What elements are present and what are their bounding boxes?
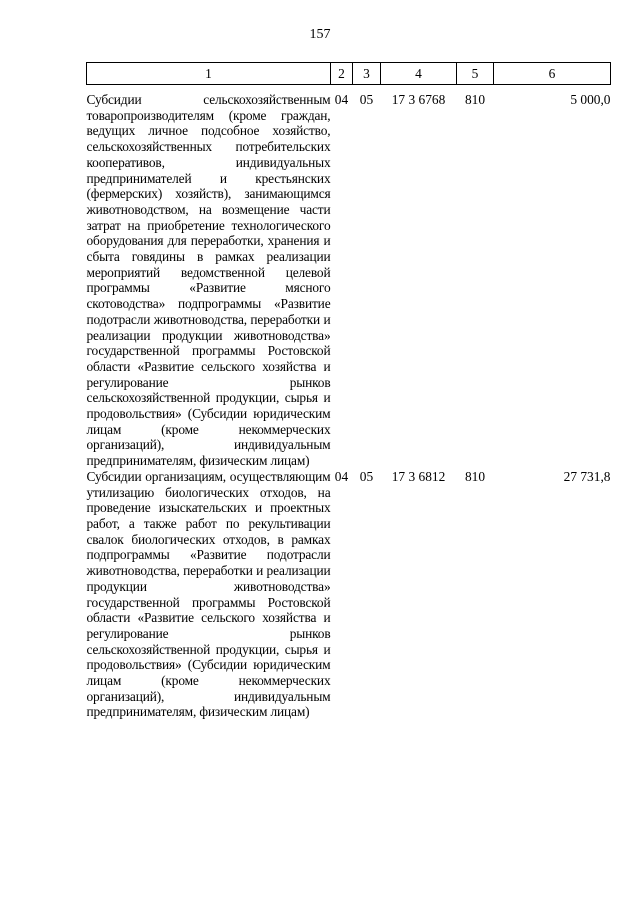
- header-row: [87, 63, 611, 85]
- column-header-4: 4: [381, 63, 457, 85]
- page-number: 157: [309, 27, 331, 42]
- row-target-article: 17 3 6812: [391, 468, 446, 484]
- row-subsection-code: 05: [359, 468, 374, 484]
- column-header-1: 1: [87, 63, 331, 85]
- row-section-code: 04: [334, 468, 349, 484]
- table-row: [87, 85, 611, 469]
- row-expense-type: 810: [464, 468, 486, 484]
- row-amount: 5 000,0: [570, 92, 611, 107]
- table-row: [87, 469, 611, 720]
- row-section-code: 04: [334, 92, 349, 107]
- row-amount: 27 731,8: [563, 468, 611, 484]
- row-subsection-code: 05: [359, 92, 374, 107]
- column-header-5: 5: [457, 63, 494, 85]
- row-expense-type: 810: [464, 92, 486, 107]
- budget-table: [86, 62, 611, 720]
- row-target-article: 17 3 6768: [391, 92, 446, 107]
- column-header-6: 6: [494, 63, 611, 85]
- column-header-2: 2: [331, 63, 353, 85]
- column-header-3: 3: [353, 63, 381, 85]
- row-description: Субсидии сельскохозяйственным товаропроизводителям (кроме граждан, ведущих личное подсобное хозяйство, сельскохозяйственных потребительских кооперативов, индивидуальных предпринимателей и крестьянских (фермерских) хозяйств), занимающимся животноводством, на возмещение части затрат на приобретение технологического оборудования для переработки, хранения и сбыта говядины в рамках реализации мероприятий ведомственной целевой программы «Развитие мясного скотоводства» подпрограммы «Развитие подотрасли животноводства, переработки и реализации продукции животноводства» государственной программы Ростовской области «Развитие сельского хозяйства и регулирование рынков сельскохозяйственной продукции, сырья и продовольствия» (Субсидии юридическим лицам (кроме некоммерческих организаций), индивидуальным предпринимателям, физическим лицам): [86, 92, 331, 469]
- row-description: Субсидии организациям, осуществляющим утилизацию биологических отходов, на проведение изыскательских и проектных работ, а также работ по рекультивации свалок биологических отходов, в рамках подпрограммы «Развитие подотрасли животноводства, переработки и реализации продукции животноводства» государственной программы Ростовской области «Развитие сельского хозяйства и регулирование рынков сельскохозяйственной продукции, сырья и продовольствия» (Субсидии юридическим лицам (кроме некоммерческих организаций), индивидуальным предпринимателям, физическим лицам): [86, 468, 331, 720]
